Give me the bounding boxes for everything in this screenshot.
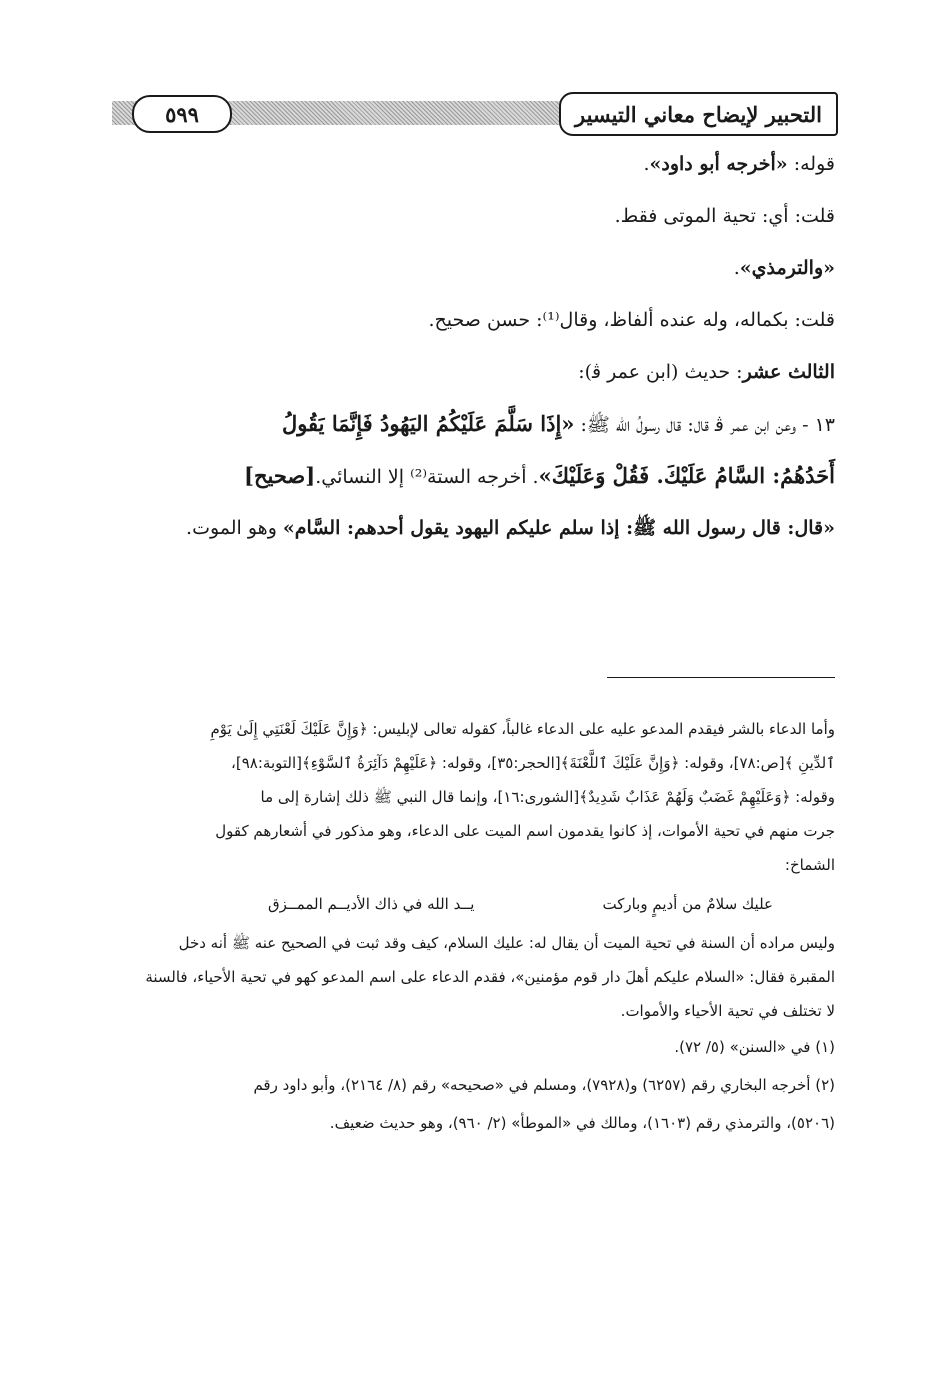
- poem-hemistich-left: يــد الله في ذاك الأديــم الممــزق: [268, 895, 475, 913]
- line-text: .: [733, 257, 740, 279]
- bold-quote: «والترمذي»: [739, 257, 835, 279]
- note-line: جرت منهم في تحية الأموات، إذ كانوا يقدمون اسم الميت على الدعاء، وهو مذكور في أشعارهم كقول: [215, 822, 835, 840]
- line-text: قلت: أي: تحية الموتى فقط.: [614, 205, 835, 227]
- footnote-separator: [607, 677, 835, 678]
- hadith-grade: [صحيح]: [244, 463, 316, 488]
- text-line: [112, 294, 835, 346]
- page-number: ٥٩٩: [132, 95, 232, 133]
- text-line: [112, 242, 835, 294]
- commentary-line: [112, 502, 835, 554]
- line-text: وهو الموت.: [186, 517, 283, 539]
- book-title: التحبير لإيضاح معاني التيسير: [559, 92, 838, 136]
- notes-section: [108, 712, 835, 1142]
- line-text: : حديث (ابن عمر ﭬ):: [578, 361, 743, 383]
- hadith-line: [112, 450, 835, 502]
- note-line: لا تختلف في تحية الأحياء والأموات.: [620, 1002, 835, 1020]
- note-line: وأما الدعاء بالشر فيقدم المدعو عليه على الدعاء غالباً، كقوله تعالى لإبليس: ﴿وَإِنَّ عَلَيْكَ لَعْنَتِي إِلَىٰ يَوْمِ: [210, 720, 835, 738]
- hadith-text: «إِذَا سَلَّمَ عَلَيْكُمُ اليَهُودُ فَإِنَّمَا يَقُولُ: [281, 411, 575, 436]
- poem-verse: [108, 882, 835, 926]
- line-text: قلت: بكماله، وله عنده ألفاظ، وقال⁽¹⁾: حسن صحيح.: [428, 309, 835, 331]
- text-line: [112, 138, 835, 190]
- note-line: ٱلدِّينِ ﴾[ص:٧٨]، وقوله: ﴿وَإِنَّ عَلَيْكَ ٱللَّعْنَةَ﴾[الحجر:٣٥]، وقوله: ﴿عَلَيْهِمْ دَآئِرَةُ ٱلسَّوْءِ﴾[التوبة:٩٨]،: [231, 754, 835, 772]
- line-text: ١٣ - وعن ابن عمر ﭬ قال: قال رسولُ الله ﷺ:: [574, 414, 835, 436]
- note-line: وليس مراده أن السنة في تحية الميت أن يقال له: عليك السلام، كيف وقد ثبت في الصحيح عنه ﷺ أنه دخل: [178, 934, 835, 952]
- section-heading-line: [112, 346, 835, 398]
- main-text: [112, 138, 835, 554]
- note-line: وقوله: ﴿وَعَلَيْهِمْ غَضَبٌ وَلَهُمْ عَذَابٌ شَدِيدٌ﴾[الشورى:١٦]، وإنما قال النبي ﷺ ذلك إشارة إلى ما: [260, 788, 835, 806]
- note-line: المقبرة فقال: «السلام عليكم أهلَ دار قوم مؤمنين»، فقدم الدعاء على اسم المدعو كهو في تحية الأحياء، فالسنة: [145, 968, 835, 986]
- section-heading: الثالث عشر: [742, 361, 835, 383]
- bold-quote: «أخرجه أبو داود»: [649, 153, 788, 175]
- bold-quote: «قال: قال رسول الله ﷺ: إذا سلم عليكم اليهود يقول أحدهم: السَّام»: [282, 517, 835, 539]
- footnote-2: (٢) أخرجه البخاري رقم (٦٢٥٧) و(٧٩٢٨)، ومسلم في «صحيحه» رقم (٨/ ٢١٦٤)، وأبو داود رقم: [253, 1076, 835, 1094]
- footnote-1: (١) في «السنن» (٥/ ٧٢).: [674, 1038, 835, 1056]
- note-line: الشماخ:: [784, 856, 835, 874]
- page-header: [112, 92, 838, 134]
- hadith-line: [112, 398, 835, 450]
- footnote-2-continued: (٥٢٠٦)، والترمذي رقم (١٦٠٣)، ومالك في «الموطأ» (٢/ ٩٦٠)، وهو حديث ضعيف.: [329, 1114, 835, 1132]
- poem-hemistich-right: عليك سلامٌ من أديمٍ وباركت: [602, 895, 773, 913]
- hadith-text: أَحَدُهُمُ: السَّامُ عَلَيْكَ. فَقُلْ وَعَلَيْكَ»: [538, 463, 835, 488]
- line-text: . أخرجه الستة⁽²⁾ إلا النسائي.: [315, 466, 539, 488]
- line-text: قوله:: [787, 153, 835, 175]
- text-line: [112, 190, 835, 242]
- line-text: .: [643, 153, 650, 175]
